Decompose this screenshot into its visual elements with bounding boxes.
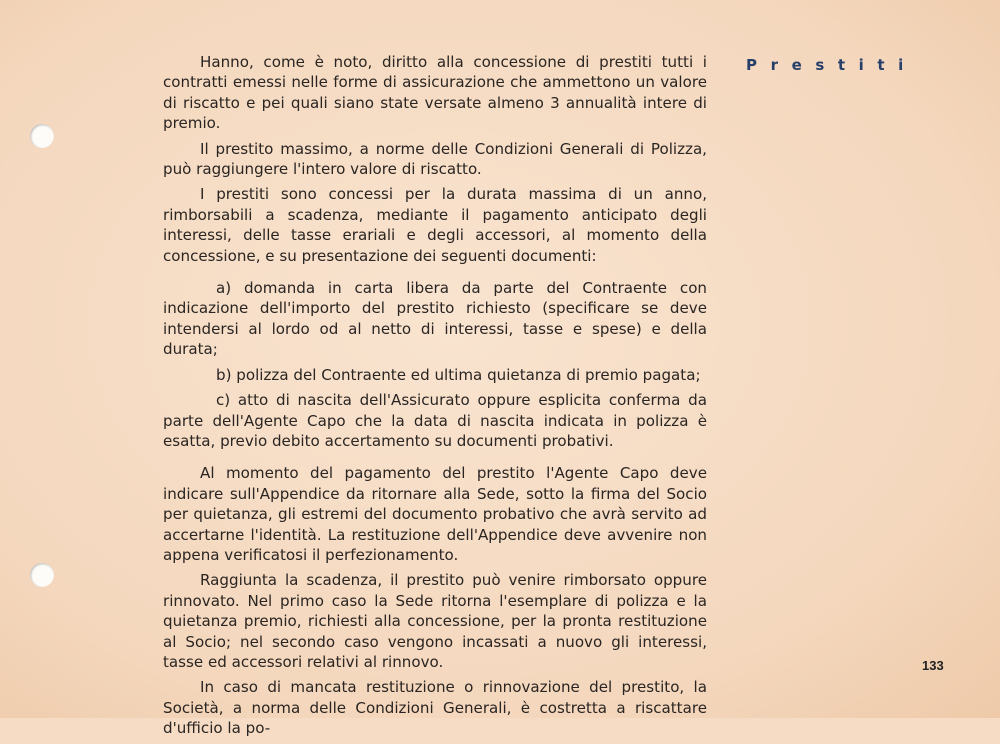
paragraph-non-repayment: In caso di mancata restituzione o rinnovazione del prestito, la Società, a norma delle Condizioni Generali, è costretta a riscattare d'ufficio la po- (163, 678, 707, 738)
paragraph-payment-procedure: Al momento del pagamento del prestito l'Agente Capo deve indicare sull'Appendice da ritornare alla Sede, sotto la firma del Socio per quietanza, gli estremi del documento probativo che avrà servito ad accertarne l'identità. La restituzione dell'Appendice deve avvenire non appena verificatosi il perfezionamento. (163, 464, 707, 564)
list-item-c: c) atto di nascita dell'Assicurato oppure esplicita conferma da parte dell'Agente Capo che la data di nascita indicata in polizza è esatta, previo debito accertamento su documenti probativi. (163, 391, 707, 450)
body-text (163, 52, 707, 744)
list-item-b: b) polizza del Contraente ed ultima quietanza di premio pagata; (216, 365, 701, 384)
binder-hole-top (30, 124, 54, 148)
paragraph-maximum-loan: Il prestito massimo, a norme delle Condizioni Generali di Polizza, può raggiungere l'intero valore di riscatto. (163, 139, 707, 179)
list-item-a: a) domanda in carta libera da parte del Contraente con indicazione dell'importo del prestito richiesto (specificare se deve intendersi al lordo od al netto di interessi, tasse e spese) e della durata; (163, 279, 707, 359)
paragraph-loan-eligibility: Hanno, come è noto, diritto alla concessione di prestiti tutti i contratti emessi nelle forme di assicurazione che ammettono un valore di riscatto e pei quali siano state versate almeno 3 annualità intere di premio. (163, 53, 707, 133)
page-number: 133 (922, 658, 944, 673)
paragraph-loan-terms: I prestiti sono concessi per la durata massima di un anno, rimborsabili a scadenza, mediante il pagamento anticipato degli interessi, delle tasse erariali e degli accessori, al momento della concessione, e su presentazione dei seguenti documenti: (163, 185, 707, 265)
paragraph-maturity: Raggiunta la scadenza, il prestito può venire rimborsato oppure rinnovato. Nel primo caso la Sede ritorna l'esemplare di polizza e la quietanza premio, richiesti alla concessione, per la pronta restituzione al Socio; nel secondo caso vengono incassati a nuovo gli interessi, tasse ed accessori relativi al rinnovo. (163, 571, 707, 671)
binder-hole-bottom (30, 563, 54, 587)
section-title: Prestiti (746, 56, 917, 74)
